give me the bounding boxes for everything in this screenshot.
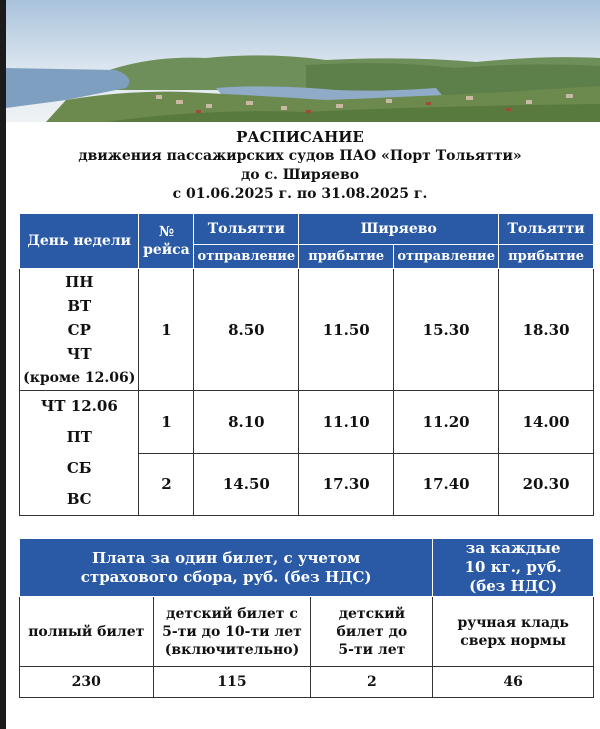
price-full-ticket: 230: [20, 667, 154, 698]
day-label: ЧТ 12.06: [40, 397, 118, 415]
shiryaevo-departure-time: 17.40: [394, 453, 499, 516]
col-full-ticket: полный билет: [20, 597, 154, 667]
table-row: [20, 391, 594, 454]
day-note: (кроме 12.06): [23, 369, 136, 386]
day-label: ВТ: [67, 296, 92, 315]
landscape-illustration: [6, 0, 600, 122]
header-tolyatti-departure-group: Тольятти: [194, 214, 299, 245]
subtitle-destination: до с. Ширяево: [240, 167, 360, 183]
table-row: [20, 597, 594, 667]
luggage-fare-header: за каждые 10 кг., руб.(без НДС): [433, 539, 594, 597]
price-child-ticket-5-10: 115: [153, 667, 311, 698]
landscape-banner: [6, 0, 600, 122]
subtitle-company: движения пассажирских судов ПАО «Порт Тольятти»: [78, 148, 522, 164]
day-label: ВС: [66, 490, 92, 508]
header-day: День недели: [20, 214, 139, 269]
day-label: ЧТ: [66, 344, 92, 363]
tolyatti-departure-time: 14.50: [194, 453, 299, 516]
schedule-heading: [0, 128, 600, 204]
tolyatti-arrival-time: 14.00: [499, 391, 594, 454]
fare-header: Плата за один билет, с учетом страхового сбора, руб. (без НДС): [20, 539, 433, 597]
price-hand-luggage: 46: [433, 667, 594, 698]
day-label: ПН: [65, 272, 94, 291]
table-row: [20, 667, 594, 698]
shiryaevo-arrival-time: 17.30: [299, 453, 394, 516]
shiryaevo-arrival-time: 11.50: [299, 269, 394, 391]
header-shiryaevo: Ширяево: [299, 214, 499, 245]
trip-number: 1: [139, 269, 194, 391]
fare-table: [19, 538, 594, 698]
trip-number: 1: [139, 391, 194, 454]
tolyatti-arrival-time: 18.30: [499, 269, 594, 391]
header-arrival-2: прибытие: [499, 245, 594, 269]
schedule-table: [19, 213, 594, 516]
tolyatti-arrival-time: 20.30: [499, 453, 594, 516]
header-trip-number: № рейса: [139, 214, 194, 269]
price-child-ticket-under-5: 2: [311, 667, 433, 698]
day-label: ПТ: [66, 428, 92, 446]
days-cell-weekdays: [20, 269, 139, 391]
header-departure-2: отправление: [394, 245, 499, 269]
trip-number: 2: [139, 453, 194, 516]
table-row: [20, 269, 594, 391]
col-child-ticket-5-10: детский билет с 5-ти до 10-ти лет (включительно): [153, 597, 311, 667]
subtitle-period: с 01.06.2025 г. по 31.08.2025 г.: [172, 186, 428, 202]
page-title: РАСПИСАНИЕ: [236, 128, 364, 146]
day-label: СР: [67, 320, 91, 339]
tolyatti-departure-time: 8.50: [194, 269, 299, 391]
header-departure: отправление: [194, 245, 299, 269]
shiryaevo-arrival-time: 11.10: [299, 391, 394, 454]
shiryaevo-departure-time: 11.20: [394, 391, 499, 454]
col-child-ticket-under-5: детский билет до 5-ти лет: [311, 597, 433, 667]
header-arrival: прибытие: [299, 245, 394, 269]
day-label: СБ: [66, 459, 92, 477]
col-hand-luggage: ручная кладь сверх нормы: [433, 597, 594, 667]
days-cell-weekend: [20, 391, 139, 516]
tolyatti-departure-time: 8.10: [194, 391, 299, 454]
header-tolyatti-arrival-group: Тольятти: [499, 214, 594, 245]
shiryaevo-departure-time: 15.30: [394, 269, 499, 391]
